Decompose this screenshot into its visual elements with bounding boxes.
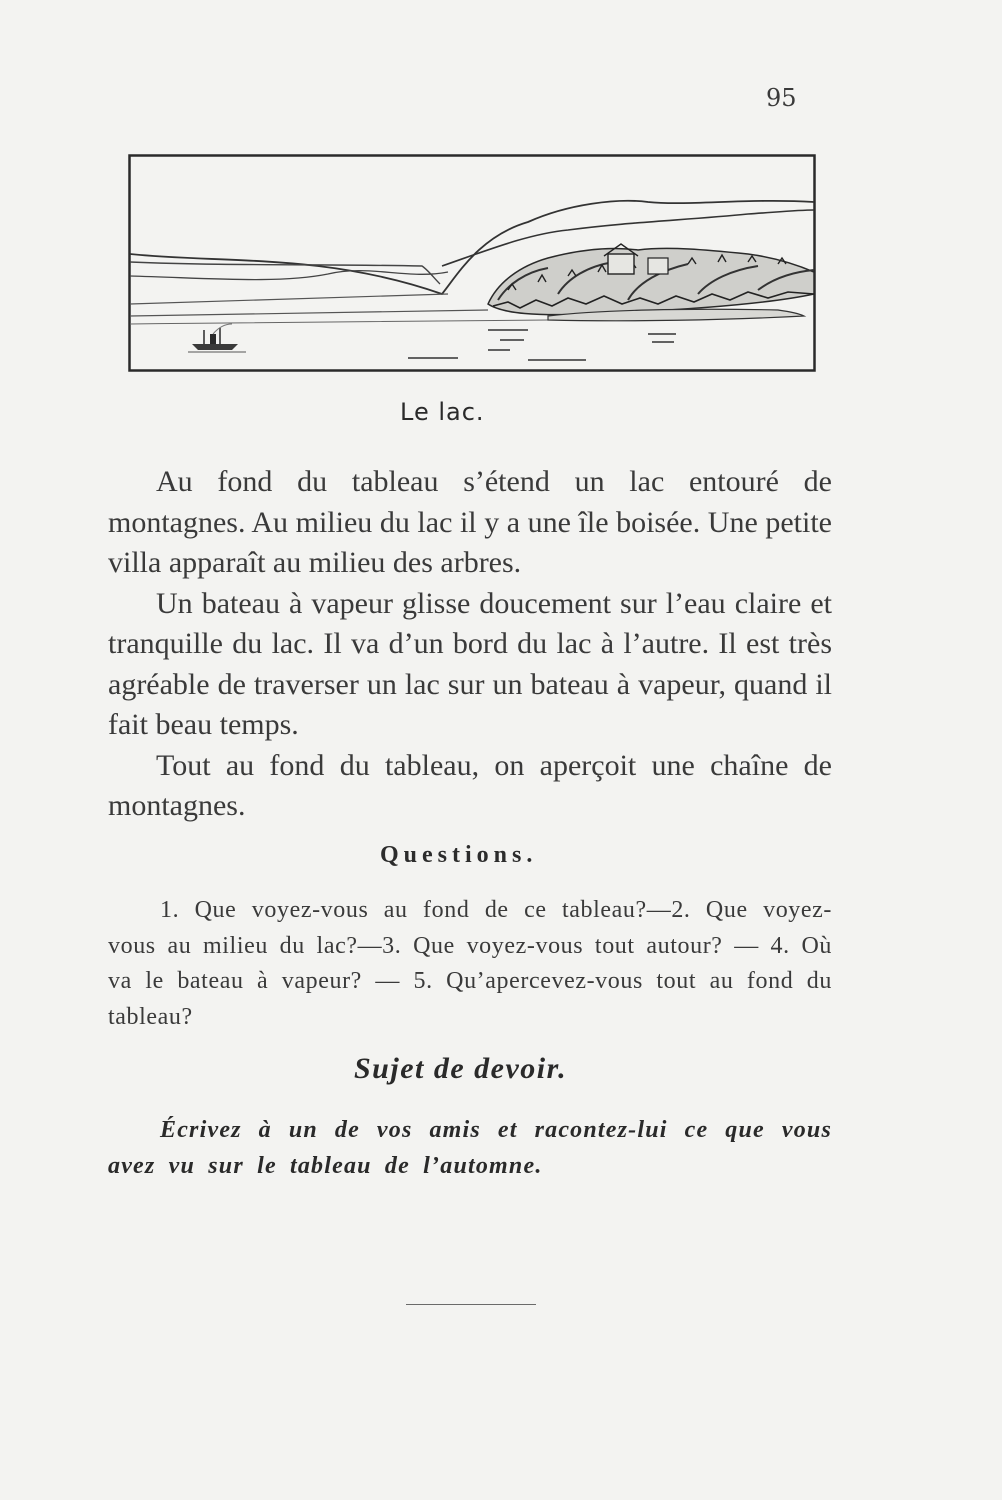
- assignment-text: Écrivez à un de vos amis et racontez-lui ce que vous avez vu sur le tableau de l’automne.: [108, 1117, 832, 1179]
- page-number: 95: [766, 84, 797, 112]
- villa: [608, 254, 634, 274]
- figure-caption: Le lac.: [400, 398, 485, 426]
- lesson-paragraph: Tout au fond du tableau, on aperçoit une chaîne de montagnes.: [108, 748, 832, 822]
- water-edge: [130, 320, 548, 324]
- steamboat: [188, 324, 246, 352]
- questions-heading: Questions.: [380, 842, 538, 868]
- wooded-island: [488, 244, 814, 315]
- lesson-paragraph: Au fond du tableau s’étend un lac entouré de montagnes. Au milieu du lac il y a une île boisée. Une petite villa apparaît au milieu des arbres.: [108, 465, 832, 579]
- assignment-heading: Sujet de devoir.: [354, 1052, 568, 1085]
- lesson-paragraph: Un bateau à vapeur glisse doucement sur l’eau claire et tranquille du lac. Il va d’un bord du lac à l’autre. Il est très agréable de traverser un lac sur un bateau à vapeur, quand il fait beau temps.: [108, 586, 832, 741]
- questions-text: 1. Que voyez-vous au fond de ce tableau?—2. Que voyez-vous au milieu du lac?—3. Que voyez-vous tout autour? — 4. Où va le bateau à vapeur? — 5. Qu’apercevez-vous tout au fond du tableau?: [108, 897, 832, 1030]
- water-horizon: [130, 310, 488, 316]
- lesson-text: [108, 462, 832, 827]
- near-mountain-ridge-2: [130, 271, 448, 280]
- water-reflections: [408, 330, 676, 360]
- lake-illustration: [128, 154, 816, 372]
- shoreline: [130, 294, 448, 304]
- end-divider: [406, 1304, 536, 1305]
